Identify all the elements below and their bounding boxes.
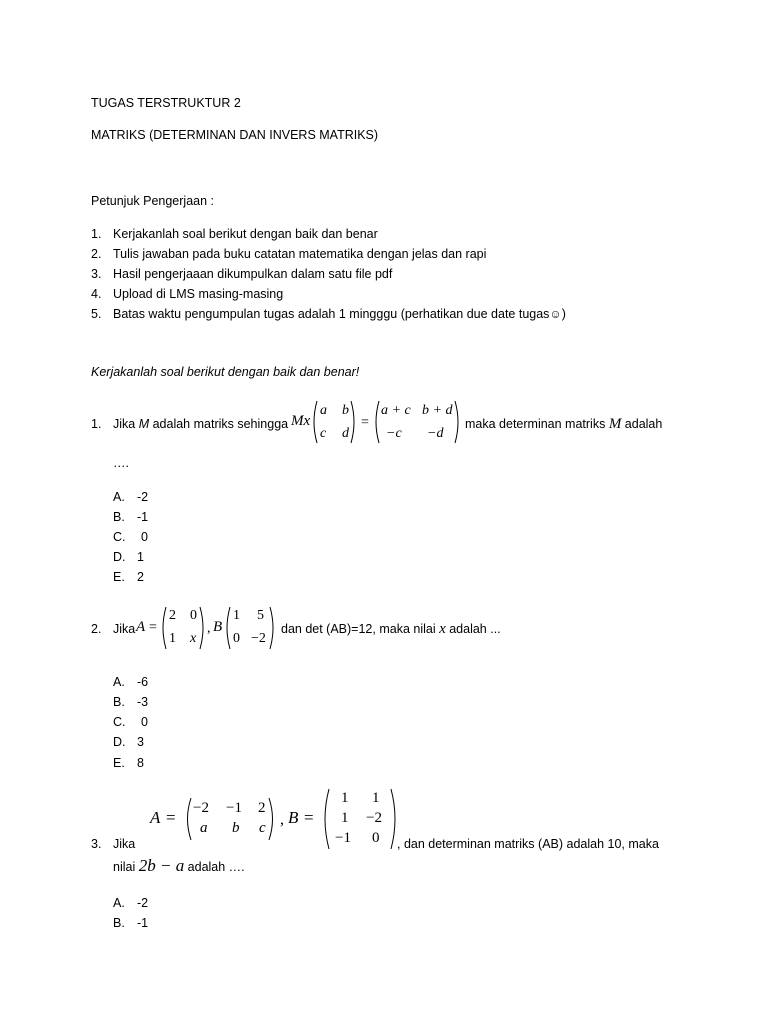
instruction-text: Hasil pengerjaaan dikumpulkan dalam satu file pdf [113,267,393,281]
variable-x: x [439,621,446,637]
matrix-cell: b [232,820,240,836]
matrix-a-brackets [158,604,208,652]
matrix-prefix: Mx [291,413,311,429]
comma: , [280,811,284,828]
question-text-line-2 [113,858,245,875]
option-label: E. [113,756,125,770]
variable-m: M [608,416,622,432]
option-value: 0 [141,715,148,729]
option-value: -2 [137,490,149,504]
option-value: 1 [137,550,144,564]
text-segment: adalah [621,417,663,431]
instruction-text: Kerjakanlah soal berikut dengan baik dan benar [113,227,378,241]
option-value: -2 [137,896,149,910]
instruction-number: 1. [91,227,102,241]
instruction-suffix: ) [561,307,566,321]
matrix-cell: −1 [335,830,351,846]
instructions-heading: Petunjuk Pengerjaan : [91,194,215,208]
text-segment: adalah matriks sehingga [149,417,289,431]
matrix-cell: 0 [190,608,197,623]
matrix-cell: a + c [381,403,411,418]
matrix-cell: 5 [257,608,264,623]
matrix-cell: x [190,631,197,646]
option-value: 2 [137,570,144,584]
section-heading: Kerjakanlah soal berikut dengan baik dan benar! [91,365,360,379]
instruction-text: Batas waktu pengumpulan tugas adalah 1 mingggu (perhatikan due date tugas [113,307,550,321]
matrix-cell: 1 [169,631,176,646]
option-value: -6 [137,675,149,689]
option-value: -1 [137,916,149,930]
option-label: B. [113,916,125,930]
matrix-cell: −d [427,426,444,441]
question-text-continued: , dan determinan matriks (AB) adalah 10, maka [397,837,659,851]
matrix-cell: 0 [372,830,380,846]
instruction-text: Tulis jawaban pada buku catatan matematika dengan jelas dan rapi [113,247,487,261]
equals-sign: = [361,415,369,430]
document-subtitle: MATRIKS (DETERMINAN DAN INVERS MATRIKS) [91,128,379,142]
matrix-cell: a [320,403,327,418]
matrix-cell: b + d [422,403,453,418]
question-text: Jika [113,837,136,851]
comma: , [207,621,211,636]
option-label: A. [113,675,125,689]
text-segment: adalah …. [184,860,245,874]
option-label: A. [113,490,125,504]
matrix-cell: 2 [169,608,176,623]
matrix-name-b: B [213,619,223,635]
expression: 2b − a [138,856,185,875]
matrix-cell: −2 [193,800,209,816]
instruction-number: 2. [91,247,102,261]
matrix-cell: a [200,820,208,836]
option-value: 0 [141,530,148,544]
question-number: 2. [91,622,102,636]
option-label: D. [113,735,126,749]
question-number: 3. [91,837,102,851]
matrix-cell: −1 [226,800,242,816]
question-number: 1. [91,417,102,431]
matrix-cell: 1 [341,790,349,806]
text-segment: Jika [113,417,139,431]
option-label: E. [113,570,125,584]
text-segment: adalah ... [445,622,501,636]
equals-sign: = [149,620,157,635]
instruction-item-5 [113,306,566,322]
option-label: A. [113,896,125,910]
matrix-cell: 1 [341,810,349,826]
option-label: D. [113,550,126,564]
question-continuation: …. [113,456,129,470]
question-text-continued [465,416,662,432]
matrix-name-a: A [136,619,146,635]
variable-m: M [138,417,150,431]
text-segment: dan det (AB)=12, maka nilai [281,622,440,636]
matrix-name-b: B [288,808,299,827]
matrix-b-brackets [320,786,400,852]
matrix-cell: 1 [372,790,380,806]
option-value: -1 [137,510,149,524]
text-segment: nilai [113,860,139,874]
option-label: B. [113,695,125,709]
matrix-cell: c [320,426,327,441]
matrix-cell: −2 [251,631,266,646]
matrix-cell: b [342,403,349,418]
option-value: -3 [137,695,149,709]
option-label: C. [113,530,126,544]
option-label: C. [113,715,126,729]
matrix-cell: 2 [258,800,266,816]
smiley-icon: ☺ [549,307,562,321]
instruction-number: 4. [91,287,102,301]
instruction-text: Upload di LMS masing-masing [113,287,284,301]
left-matrix-brackets [309,398,359,446]
matrix-cell: −c [386,426,402,441]
question-text [113,416,288,432]
matrix-cell: 0 [233,631,240,646]
matrix-b-brackets [222,604,278,652]
matrix-name-a: A [150,808,161,827]
matrix-cell: d [342,426,349,441]
option-value: 8 [137,756,144,770]
text-segment: maka determinan matriks [465,417,609,431]
equals-sign: = [304,808,314,827]
matrix-cell: −2 [366,810,382,826]
matrix-cell: 1 [233,608,240,623]
option-label: B. [113,510,125,524]
equals-sign: = [166,808,176,827]
instruction-number: 5. [91,307,102,321]
instruction-number: 3. [91,267,102,281]
option-value: 3 [137,735,144,749]
question-text: Jika [113,622,136,636]
question-text-continued [281,621,501,637]
matrix-cell: c [259,820,266,836]
document-title: TUGAS TERSTRUKTUR 2 [91,96,241,110]
